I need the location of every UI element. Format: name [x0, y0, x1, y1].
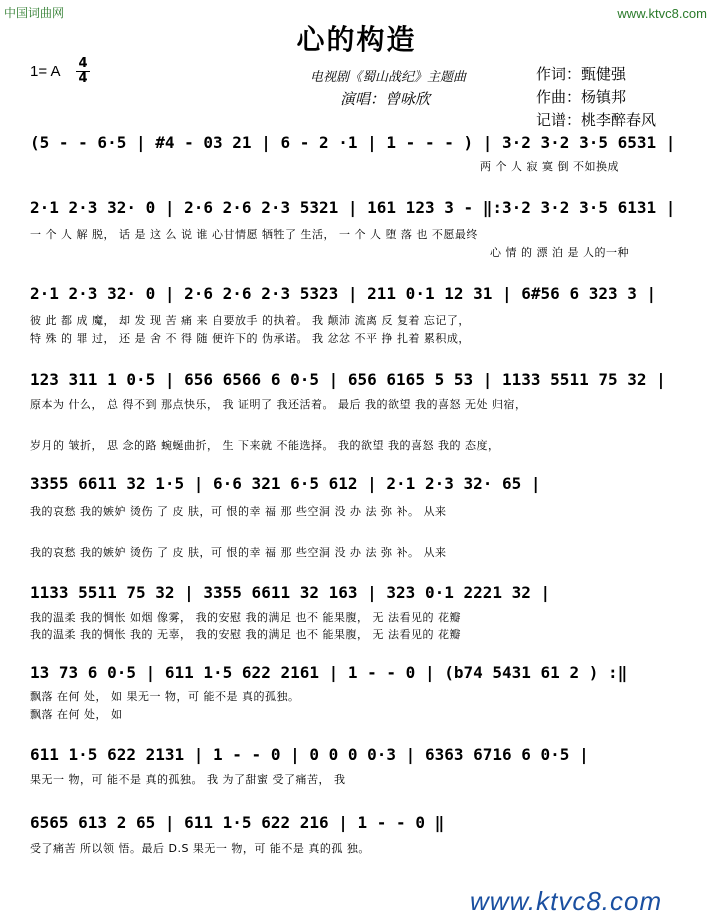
- score-row-1-notes: (5 - - 6·5 | #4 - 03 21 | 6 - 2 ·1 | 1 - - - ) | 3·2 3·2 3·5 6531 |: [30, 133, 676, 152]
- score-row-3-notes: 2·1 2·3 32· 0 | 2·6 2·6 2·3 5323 | 211 0·1 12 31 | 6#56 6 323 3 |: [30, 284, 657, 303]
- time-signature: [76, 58, 90, 85]
- score-row-5-notes: 3355 6611 32 1·5 | 6·6 321 6·5 612 | 2·1 2·3 32· 65 |: [30, 474, 541, 493]
- score-row-9-notes: 6565 613 2 65 | 611 1·5 622 216 | 1 - - 0 ‖: [30, 813, 445, 832]
- song-subtitle: 电视剧《蜀山战纪》主题曲: [310, 70, 467, 85]
- lyricist-credit: 作词：甄健强: [536, 65, 627, 83]
- singer-credit: 演唱：曾咏欣: [340, 90, 431, 108]
- score-row-3-lyrics-1: 彼 此 都 成 魔， 却 发 现 苦 痛 来 自要放手 的执着。 我 颠沛 流离 反 复着 忘记了，: [30, 314, 470, 327]
- score-row-8-lyrics-1: 果无一 物，可 能不是 真的孤独。 我 为了甜蜜 受了痛苦， 我: [30, 773, 346, 786]
- score-row-4-lyrics-1: 原本为 什么， 总 得不到 那点快乐， 我 证明了 我还活着。 最后 我的欲望 我的喜怒 无处 归宿，: [30, 398, 527, 411]
- time-sig-bottom: 4: [78, 71, 88, 86]
- score-row-5-lyrics-1: 我的哀愁 我的嫉妒 烫伤 了 皮 肤，可 恨的幸 福 那 些空洞 没 办 法 弥 补。 从来: [30, 505, 447, 518]
- song-title: 心的构造: [296, 23, 417, 56]
- score-row-9-lyrics-1: 受了痛苦 所以领 悟。最后 D.S 果无一 物，可 能不是 真的孤 独。: [30, 842, 370, 855]
- score-row-2-notes: 2·1 2·3 32· 0 | 2·6 2·6 2·3 5321 | 161 123 3 - ‖:3·2 3·2 3·5 6131 |: [30, 198, 676, 217]
- score-row-7-lyrics-2: 飘落 在何 处， 如: [30, 708, 123, 721]
- score-row-7-notes: 13 73 6 0·5 | 611 1·5 622 2161 | 1 - - 0 | (b74 5431 61 2 ) :‖: [30, 663, 628, 682]
- site-name-left: 中国词曲网: [4, 6, 65, 20]
- watermark-url: www.ktvc8.com: [470, 886, 663, 916]
- score-row-6-lyrics-1: 我的温柔 我的惆怅 如烟 像雾， 我的安慰 我的满足 也不 能果腹， 无 法看见的 花瓣: [30, 611, 461, 624]
- score-row-6-lyrics-2: 我的温柔 我的惆怅 我的 无辜， 我的安慰 我的满足 也不 能果腹， 无 法看见的 花瓣: [30, 628, 461, 641]
- score-row-8-notes: 611 1·5 622 2131 | 1 - - 0 | 0 0 0 0·3 | 6363 6716 6 0·5 |: [30, 745, 589, 764]
- key-signature: 1= A: [30, 63, 61, 80]
- time-sig-top: 4: [78, 56, 88, 71]
- score-row-2-lyrics-1: 一 个 人 解 脱， 话 是 这 么 说 谁 心甘情愿 牺牲了 生活， 一 个 人 堕 落 也 不愿最终: [30, 228, 478, 241]
- composer-credit: 作曲：杨镇邦: [536, 88, 627, 106]
- score-row-7-lyrics-1: 飘落 在何 处， 如 果无一 物，可 能不是 真的孤独。: [30, 690, 300, 703]
- score-row-5-lyrics-2: 我的哀愁 我的嫉妒 烫伤 了 皮 肤，可 恨的幸 福 那 些空洞 没 办 法 弥 补。 从来: [30, 546, 447, 559]
- score-row-4-lyrics-2: 岁月的 皱折， 思 念的路 蜿蜒曲折， 生 下来就 不能选择。 我的欲望 我的喜怒 我的 态度，: [30, 439, 500, 452]
- score-row-6-notes: 1133 5511 75 32 | 3355 6611 32 163 | 323 0·1 2221 32 |: [30, 583, 551, 602]
- site-url-right: www.ktvc8.com: [617, 6, 707, 21]
- score-row-1-lyrics-1: 两 个 人 寂 寞 倒 不如换成: [480, 160, 619, 173]
- score-row-2-lyrics-2: 心 情 的 漂 泊 是 人的一种: [490, 246, 629, 259]
- transcriber-credit: 记谱：桃李醉春风: [536, 111, 657, 129]
- score-row-4-notes: 123 311 1 0·5 | 656 6566 6 0·5 | 656 6165 5 53 | 1133 5511 75 32 |: [30, 370, 666, 389]
- score-row-3-lyrics-2: 特 殊 的 罪 过， 还 是 舍 不 得 随 便许下的 伪承诺。 我 忿忿 不平 挣 扎着 累积成，: [30, 332, 470, 345]
